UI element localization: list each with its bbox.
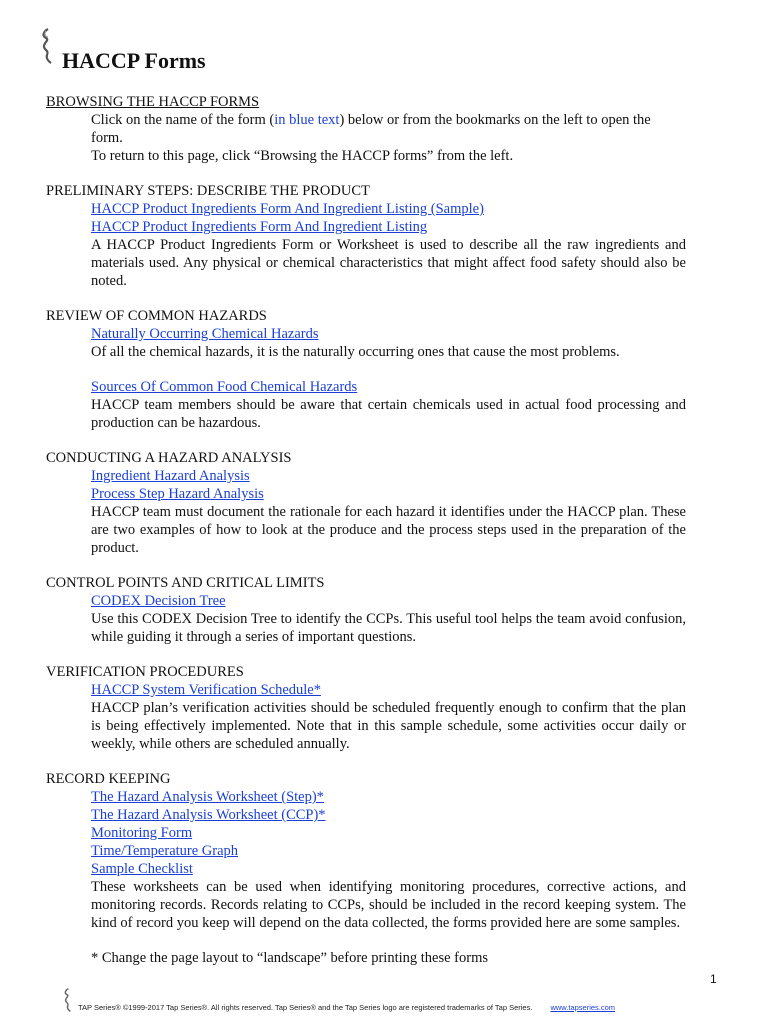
footer-copyright: TAP Series® ©1999-2017 Tap Series®. All rights reserved. Tap Series® and the Tap Series logo are registered trademarks of Tap Series.: [78, 1003, 533, 1012]
footer-url-link[interactable]: www.tapseries.com: [550, 1003, 616, 1012]
tap-series-logo-icon: [39, 28, 53, 64]
section-description: HACCP team must document the rationale for each hazard it identifies under the HACCP plan. These are two examples of how to look at the produce and the process steps used in the preparation of the product.: [91, 504, 686, 556]
landscape-note: * Change the page layout to “landscape” before printing these forms: [91, 950, 489, 966]
section-heading: CONDUCTING A HAZARD ANALYSIS: [46, 450, 292, 466]
link-product-ingredients[interactable]: HACCP Product Ingredients Form And Ingredient Listing: [91, 219, 428, 235]
instruction-text: To return to this page, click “Browsing the HACCP forms” from the left.: [91, 148, 514, 164]
link-product-ingredients-sample[interactable]: HACCP Product Ingredients Form And Ingredient Listing (Sample): [91, 201, 484, 217]
link-naturally-occurring-chemical-hazards[interactable]: Naturally Occurring Chemical Hazards: [91, 326, 319, 342]
section-preliminary: [46, 182, 686, 290]
link-sample-checklist[interactable]: Sample Checklist: [91, 861, 193, 877]
section-records: [46, 770, 686, 932]
browsing-instructions: [91, 111, 686, 165]
section-heading: REVIEW OF COMMON HAZARDS: [46, 308, 267, 324]
section-description: These worksheets can be used when identifying monitoring procedures, corrective actions, and monitoring records. Records relating to CCPs, should be included in the record keeping system. The kind of record you keep will depend on the data collected, the forms provided here are some samples.: [91, 879, 686, 931]
link-sources-of-chemical-hazards[interactable]: Sources Of Common Food Chemical Hazards: [91, 379, 358, 395]
link-verification-schedule[interactable]: HACCP System Verification Schedule*: [91, 682, 321, 698]
section-description: A HACCP Product Ingredients Form or Worksheet is used to describe all the raw ingredients and materials used. Any physical or chemical characteristics that might affect food safety should also be noted.: [91, 237, 686, 289]
section-verification: [46, 663, 686, 753]
instruction-text: Click on the name of the form (: [91, 112, 275, 128]
link-time-temperature-graph[interactable]: Time/Temperature Graph: [91, 843, 239, 859]
section-heading: VERIFICATION PROCEDURES: [46, 664, 244, 680]
instruction-text: ) below or from the bookmarks on the left to open the form.: [91, 112, 651, 146]
section-description: HACCP plan’s verification activities should be scheduled frequently enough to confirm that the plan is being effectively implemented. Note that in this sample schedule, some activities occur daily or weekly, while others are scheduled annually.: [91, 700, 686, 752]
link-hazard-analysis-worksheet-step[interactable]: The Hazard Analysis Worksheet (Step)*: [91, 789, 324, 805]
link-codex-decision-tree[interactable]: CODEX Decision Tree: [91, 593, 226, 609]
link-monitoring-form[interactable]: Monitoring Form: [91, 825, 193, 841]
section-description: HACCP team members should be aware that certain chemicals used in actual food processing and production can be hazardous.: [91, 397, 686, 431]
tap-series-footer-logo-icon: [62, 988, 72, 1012]
section-analysis: [46, 449, 686, 557]
link-hazard-analysis-worksheet-ccp[interactable]: The Hazard Analysis Worksheet (CCP)*: [91, 807, 326, 823]
section-browsing: [46, 93, 686, 165]
section-description: Of all the chemical hazards, it is the naturally occurring ones that cause the most problems.: [91, 344, 620, 360]
section-hazards: [46, 307, 686, 432]
section-heading: BROWSING THE HACCP FORMS: [46, 94, 260, 110]
section-description: Use this CODEX Decision Tree to identify the CCPs. This useful tool helps the team avoid confusion, while guiding it through a series of important questions.: [91, 611, 686, 645]
link-process-step-hazard-analysis[interactable]: Process Step Hazard Analysis: [91, 486, 264, 502]
section-heading: RECORD KEEPING: [46, 771, 171, 787]
document-body: [46, 93, 686, 967]
link-ingredient-hazard-analysis[interactable]: Ingredient Hazard Analysis: [91, 468, 250, 484]
section-heading: CONTROL POINTS AND CRITICAL LIMITS: [46, 575, 325, 591]
page-number: 1: [710, 972, 717, 986]
blue-text-example: in blue text: [274, 112, 340, 128]
section-heading: PRELIMINARY STEPS: DESCRIBE THE PRODUCT: [46, 183, 370, 199]
page-title: HACCP Forms: [62, 48, 206, 73]
section-control: [46, 574, 686, 646]
page-footer: [78, 1003, 615, 1012]
